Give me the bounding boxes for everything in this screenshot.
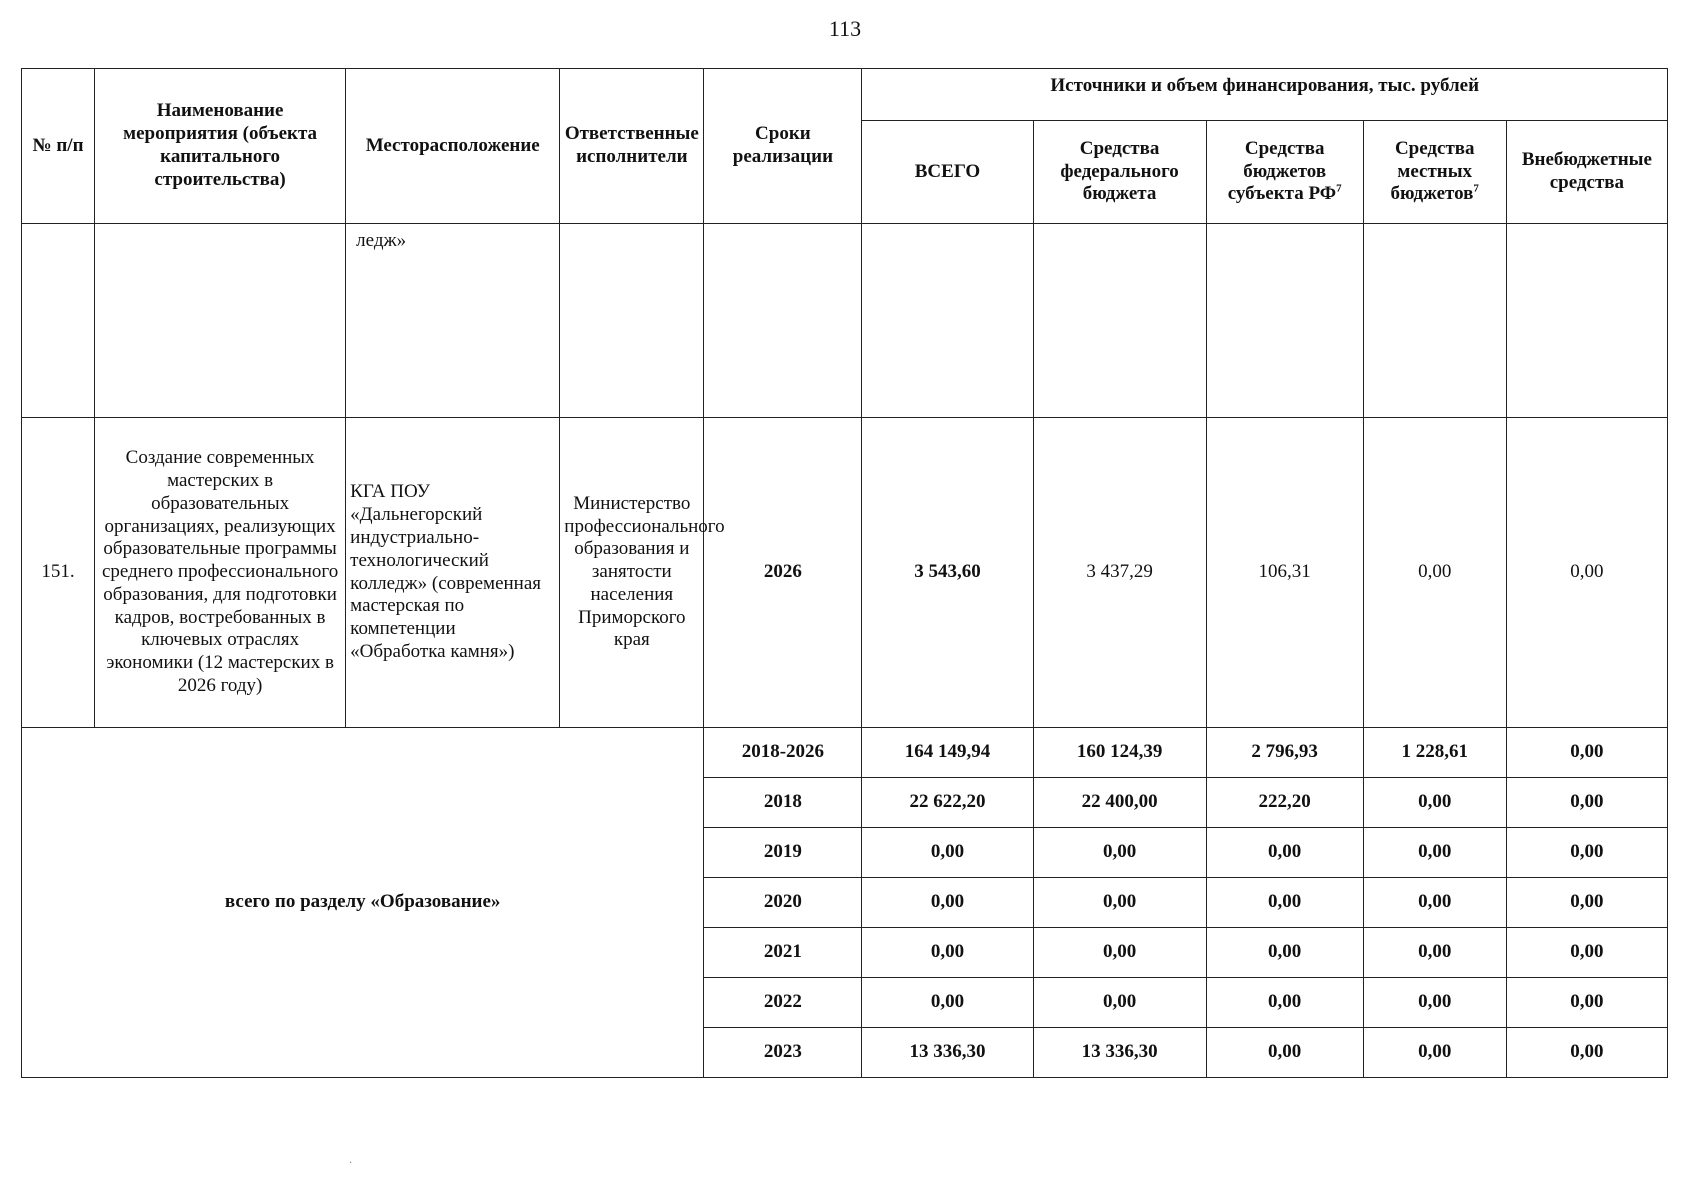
summary-total: 0,00 xyxy=(862,878,1033,928)
summary-regional: 0,00 xyxy=(1206,828,1363,878)
summary-regional: 0,00 xyxy=(1206,1028,1363,1078)
summary-local: 0,00 xyxy=(1363,978,1506,1028)
summary-local: 0,00 xyxy=(1363,928,1506,978)
header-name: Наименование мероприятия (объекта капитального строительства) xyxy=(95,69,346,224)
summary-period: 2023 xyxy=(704,1028,862,1078)
summary-extra: 0,00 xyxy=(1506,928,1667,978)
table-row xyxy=(22,418,1668,728)
header-federal: Средства федерального бюджета xyxy=(1033,121,1206,224)
summary-extra: 0,00 xyxy=(1506,1028,1667,1078)
cell-name: Создание современных мастерских в образовательных организациях, реализующих образовательные программы среднего профессионального образования, для подготовки кадров, востребованных в ключевых отраслях экономики (12 мастерских в 2026 году) xyxy=(95,418,346,728)
header-regional: Средства бюджетов субъекта $РФ^7$ xyxy=(1206,121,1363,224)
summary-local: 0,00 xyxy=(1363,1028,1506,1078)
summary-total: 0,00 xyxy=(862,978,1033,1028)
header-location: Месторасположение xyxy=(346,69,560,224)
summary-regional: 0,00 xyxy=(1206,928,1363,978)
header-period: Сроки реализации xyxy=(704,69,862,224)
summary-period: 2018 xyxy=(704,778,862,828)
summary-federal: 0,00 xyxy=(1033,878,1206,928)
summary-federal: 160 124,39 xyxy=(1033,728,1206,778)
summary-extra: 0,00 xyxy=(1506,728,1667,778)
table-row xyxy=(22,728,1668,778)
summary-period: 2022 xyxy=(704,978,862,1028)
summary-label: всего по разделу «Образование» xyxy=(22,728,704,1078)
summary-period: 2019 xyxy=(704,828,862,878)
summary-local: 0,00 xyxy=(1363,878,1506,928)
summary-federal: 0,00 xyxy=(1033,928,1206,978)
table-row xyxy=(22,224,1668,418)
summary-federal: 22 400,00 xyxy=(1033,778,1206,828)
summary-regional: 2 796,93 xyxy=(1206,728,1363,778)
scan-speck: · xyxy=(349,1158,353,1169)
summary-local: 0,00 xyxy=(1363,778,1506,828)
cell-local: 0,00 xyxy=(1363,418,1506,728)
summary-extra: 0,00 xyxy=(1506,778,1667,828)
summary-extra: 0,00 xyxy=(1506,978,1667,1028)
summary-total: 22 622,20 xyxy=(862,778,1033,828)
header-extra: Внебюджетные средства xyxy=(1506,121,1667,224)
summary-period: 2018-2026 xyxy=(704,728,862,778)
summary-period: 2020 xyxy=(704,878,862,928)
summary-extra: 0,00 xyxy=(1506,878,1667,928)
summary-total: 164 149,94 xyxy=(862,728,1033,778)
summary-regional: 222,20 xyxy=(1206,778,1363,828)
summary-local: 0,00 xyxy=(1363,828,1506,878)
header-local: Средства местных бюджетов$^7$ xyxy=(1363,121,1506,224)
page-number: 113 xyxy=(828,16,862,41)
header-total: ВСЕГО xyxy=(862,121,1033,224)
summary-period: 2021 xyxy=(704,928,862,978)
summary-local: 1 228,61 xyxy=(1363,728,1506,778)
header-financing-group: Источники и объем финансирования, тыс. рублей xyxy=(862,69,1668,121)
summary-total: 0,00 xyxy=(862,828,1033,878)
cell-responsible: Министерство профессионального образования и занятости населения Приморского края xyxy=(560,418,704,728)
summary-federal: 0,00 xyxy=(1033,978,1206,1028)
summary-regional: 0,00 xyxy=(1206,978,1363,1028)
summary-federal: 13 336,30 xyxy=(1033,1028,1206,1078)
cell-num: 151. xyxy=(22,418,95,728)
summary-regional: 0,00 xyxy=(1206,878,1363,928)
summary-extra: 0,00 xyxy=(1506,828,1667,878)
cell-extra: 0,00 xyxy=(1506,418,1667,728)
summary-total: 13 336,30 xyxy=(862,1028,1033,1078)
cell-location-continuation: ледж» xyxy=(346,224,560,418)
financing-table xyxy=(21,68,1668,1078)
cell-federal: 3 437,29 xyxy=(1033,418,1206,728)
summary-total: 0,00 xyxy=(862,928,1033,978)
cell-total: 3 543,60 xyxy=(862,418,1033,728)
cell-location: КГА ПОУ «Дальнегорский индустриально-технологический колледж» (современная мастерская по компетенции «Обработка камня») xyxy=(346,418,560,728)
cell-period: 2026 xyxy=(704,418,862,728)
cell-regional: 106,31 xyxy=(1206,418,1363,728)
summary-federal: 0,00 xyxy=(1033,828,1206,878)
header-responsible: Ответственные исполнители xyxy=(560,69,704,224)
header-num: № п/п xyxy=(22,69,95,224)
